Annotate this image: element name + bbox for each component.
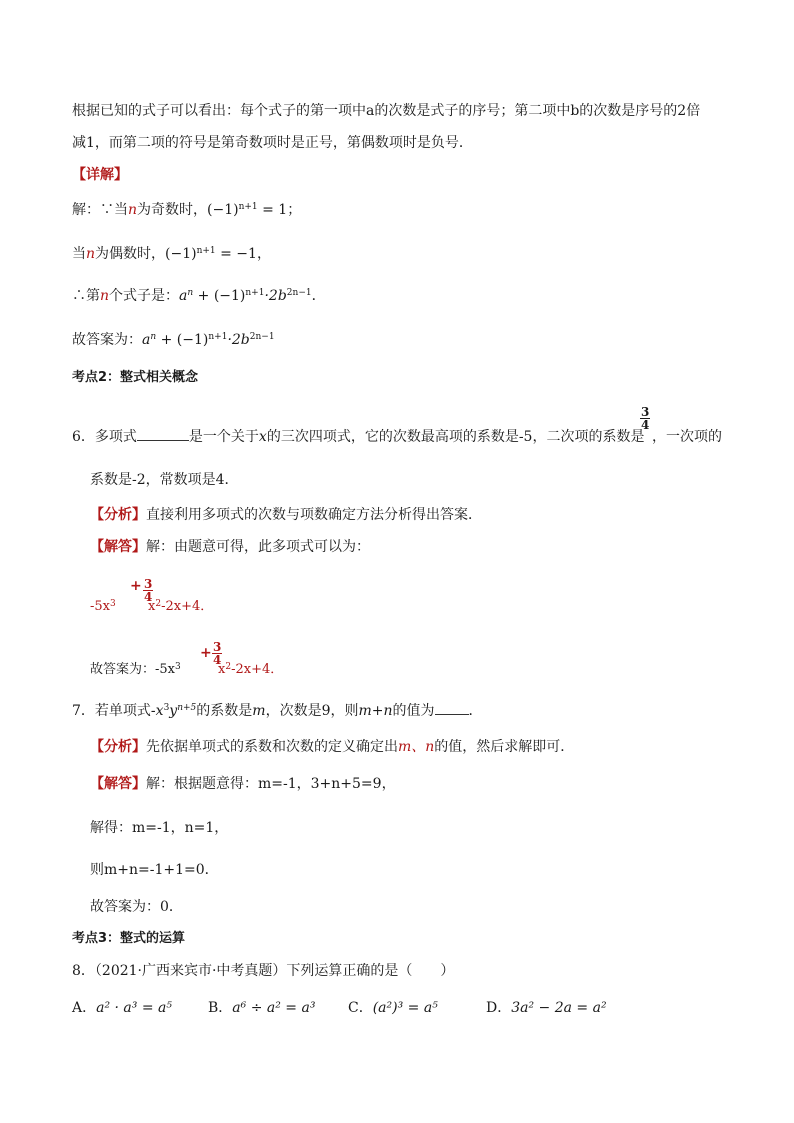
- section-heading-2: 考点2：整式相关概念: [72, 370, 199, 385]
- q7-then: 则m+n=-1+1=0．: [90, 862, 219, 878]
- q7-answer: 【解答】解：根据题意得：m=-1，3+n+5=9，: [90, 776, 396, 792]
- q6-expression-part-b: $x^2-2x+4$．: [148, 599, 214, 614]
- q8-option-a[interactable]: A．a² · a³ = a⁵: [72, 1000, 172, 1016]
- solution-line-4: 故答案为：$a^n + (-1)^{n+1}\cdot 2b^{2n-1}$: [72, 332, 275, 348]
- q6-final-rest: $x^2-2x+4$．: [218, 662, 284, 677]
- q6-line-1: 6．多项式 是一个关于x的三次四项式，它的次数最高项的系数是-5，二次项的系数是: [72, 429, 645, 445]
- q8-stem: 8．（2021·广西来宾市·中考真题）下列运算正确的是（ ）: [72, 963, 455, 979]
- q7-stem: 7．若单项式$-x^3y^{n+5}$的系数是m，次数是9，则m+n的值为 ．: [72, 703, 483, 719]
- intro-line-1: 根据已知的式子可以看出：每个式子的第一项中a的次数是式子的序号；第二项中b的次数是序号的2倍: [72, 103, 701, 119]
- q6-analysis: 【分析】直接利用多项式的次数与项数确定方法分析得出答案．: [90, 507, 482, 523]
- q8-option-d[interactable]: D．3a² − 2a = a²: [486, 1000, 607, 1016]
- q7-analysis: 【分析】先依据单项式的系数和次数的定义确定出m、n的值，然后求解即可．: [90, 739, 575, 755]
- tag-xiangjie: 【详解】: [72, 167, 128, 183]
- q6-expression-fraction: $\frac{3}{4}$: [144, 577, 153, 604]
- section-heading-3: 考点3：整式的运算: [72, 931, 186, 946]
- solution-line-2: 当n为偶数时，$(-1)^{n+1} = -1$，: [72, 246, 271, 262]
- solution-line-1: 解：∵当n为奇数时，$(-1)^{n+1} = 1$；: [72, 202, 302, 218]
- q6-expression-plus: +: [130, 578, 142, 594]
- q6-line-2: 系数是-2，常数项是4．: [90, 472, 239, 488]
- q6-final-fraction: $\frac{3}{4}$: [213, 640, 222, 667]
- q6-line-1-tail: ，一次项的: [652, 429, 722, 445]
- q8-option-c[interactable]: C．(a²)³ = a⁵: [348, 1000, 438, 1016]
- intro-line-2: 减1，而第二项的符号是第奇数项时是正号，第偶数项时是负号．: [72, 135, 473, 151]
- q7-answer-blank[interactable]: [435, 701, 469, 715]
- q6-final-answer: 故答案为：$-5x^3$: [90, 662, 181, 677]
- q6-answer-blank[interactable]: [137, 427, 189, 441]
- q6-fraction-three-quarters: $\frac{3}{4}$: [641, 405, 650, 432]
- q6-final-plus: +: [200, 645, 212, 661]
- q6-answer: 【解答】解：由题意可得，此多项式可以为：: [90, 539, 370, 555]
- solution-line-3: ∴第n个式子是：$a^n + (-1)^{n+1}\cdot 2b^{2n-1}$．: [72, 288, 326, 304]
- q7-final-answer: 故答案为：0．: [90, 899, 183, 915]
- q6-expression-part-a: $-5x^3$: [90, 599, 116, 614]
- q7-solve: 解得：m=-1，n=1，: [90, 820, 229, 836]
- q8-option-b[interactable]: B．a⁶ ÷ a² = a³: [208, 1000, 316, 1016]
